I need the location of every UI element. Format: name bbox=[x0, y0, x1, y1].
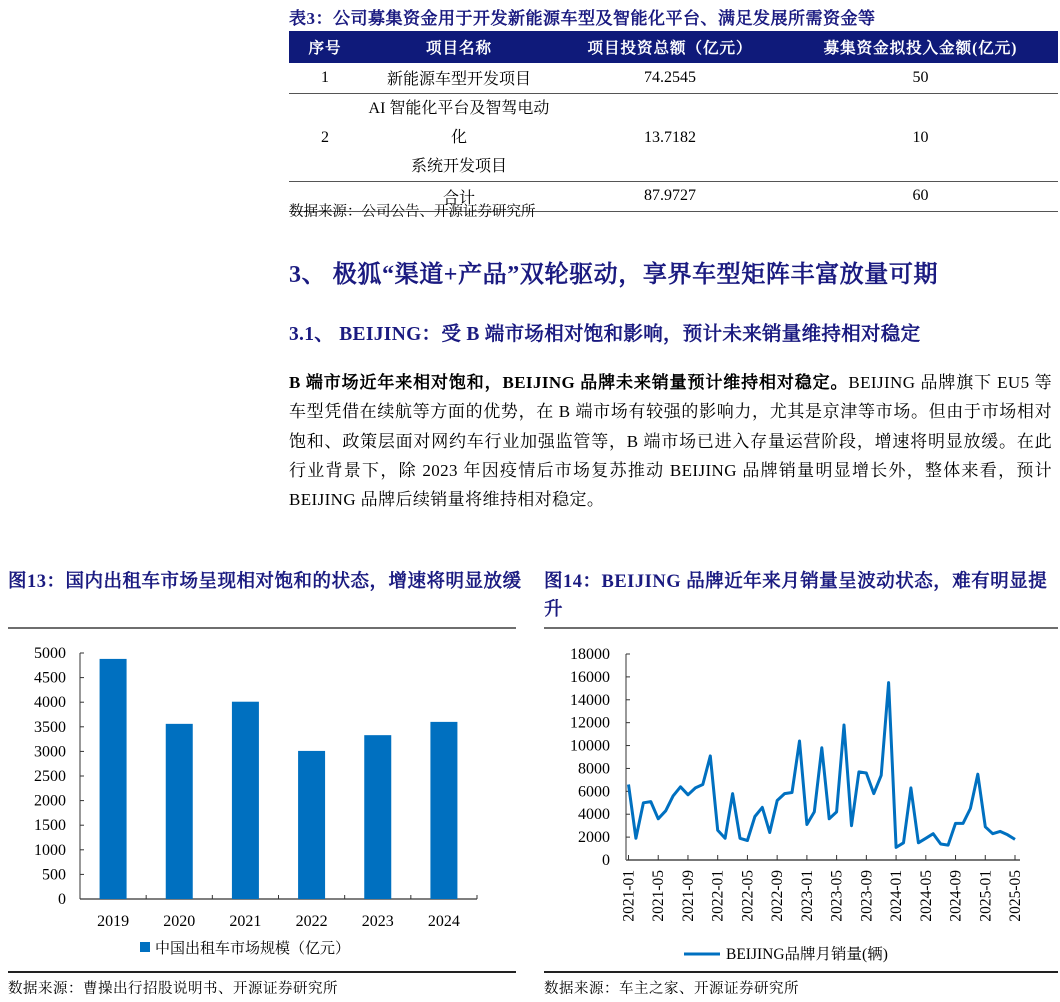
cell-no: 2 bbox=[289, 93, 361, 181]
legend-label: 中国出租车市场规模（亿元） bbox=[155, 941, 351, 957]
sales-line bbox=[629, 683, 1016, 848]
table-row bbox=[289, 63, 1058, 93]
x-tick-label: 2021-01 bbox=[620, 870, 638, 922]
fig14-source: 数据来源：车主之家、开源证券研究所 bbox=[544, 981, 799, 997]
table-row bbox=[289, 93, 1058, 181]
y-tick-label: 1000 bbox=[34, 841, 66, 859]
bar bbox=[430, 722, 457, 899]
x-tick-label: 2024-05 bbox=[917, 870, 935, 922]
y-tick-label: 1500 bbox=[34, 817, 66, 835]
header-project-name: 项目名称 bbox=[361, 31, 557, 63]
x-tick-label: 2020 bbox=[163, 913, 196, 930]
cell-raised: 50 bbox=[783, 63, 1058, 93]
x-tick-label: 2023-09 bbox=[858, 870, 876, 922]
cell-name bbox=[361, 93, 557, 181]
cell-name-line1: AI 智能化平台及智驾电动化 bbox=[368, 99, 550, 146]
y-tick-label: 5000 bbox=[34, 645, 66, 662]
fig14-bottom-rule bbox=[544, 971, 1058, 973]
y-tick-label: 4500 bbox=[34, 669, 66, 687]
cell-name: 合计 bbox=[361, 181, 557, 211]
y-tick-label: 14000 bbox=[570, 691, 610, 709]
y-tick-label: 6000 bbox=[578, 783, 610, 801]
x-tick-label: 2021 bbox=[229, 913, 262, 930]
x-tick-label: 2024-09 bbox=[947, 870, 965, 922]
cell-total: 13.7182 bbox=[557, 93, 783, 181]
body-paragraph bbox=[289, 368, 1052, 514]
y-tick-label: 4000 bbox=[34, 694, 66, 712]
table-title: 表3：公司募集资金用于开发新能源车型及智能化平台、满足发展所需资金等 bbox=[289, 9, 876, 28]
bar bbox=[232, 702, 259, 899]
fig14-line-chart bbox=[530, 640, 1060, 970]
table-source: 数据来源：公司公告、开源证券研究所 bbox=[289, 204, 536, 220]
y-tick-label: 0 bbox=[602, 852, 610, 869]
fig13-source: 数据来源：曹操出行招股说明书、开源证券研究所 bbox=[8, 981, 338, 997]
y-tick-label: 2000 bbox=[34, 792, 66, 810]
bar bbox=[100, 659, 127, 899]
x-tick-label: 2021-05 bbox=[650, 870, 668, 922]
fig13-title: 图13：国内出租车市场呈现相对饱和的状态，增速将明显放缓 bbox=[8, 572, 522, 592]
y-tick-label: 18000 bbox=[570, 646, 610, 663]
subsection-heading: 3.1、 BEIJING：受 B 端市场相对饱和影响，预计未来销量维持相对稳定 bbox=[289, 324, 921, 345]
y-tick-label: 2500 bbox=[34, 768, 66, 785]
paragraph-lead: B 端市场近年来相对饱和，BEIJING 品牌未来销量预计维持相对稳定。 bbox=[289, 373, 849, 392]
header-raised-amount: 募集资金拟投入金额(亿元) bbox=[783, 31, 1058, 63]
table-header-row bbox=[289, 31, 1058, 63]
fig13-bar-chart bbox=[0, 640, 530, 970]
x-tick-label: 2023-01 bbox=[798, 870, 816, 922]
x-tick-label: 2022-09 bbox=[769, 870, 787, 922]
y-tick-label: 10000 bbox=[570, 737, 610, 755]
header-total-investment: 项目投资总额（亿元） bbox=[557, 31, 783, 63]
y-tick-label: 8000 bbox=[578, 760, 610, 778]
y-tick-label: 0 bbox=[58, 891, 66, 908]
y-tick-label: 3000 bbox=[34, 743, 66, 761]
paragraph-text: BEIJING 品牌旗下 EU5 等车型凭借在续航等方面的优势，在 B 端市场有较强的影响力，尤其是京津等市场。但由于市场相对饱和、政策层面对网约车行业加强监管等，B 端市场已进入存量运营阶段，增速将明显放缓。在此行业背景下，除 2023 年因疫情后市场复苏推动 BEIJING 品牌销量明显增长外，整体来看，预计 BEIJING 品牌后续销量将维持相对稳定。 bbox=[289, 373, 1052, 510]
bar bbox=[364, 735, 391, 899]
funding-table bbox=[289, 31, 1058, 212]
x-tick-label: 2021-09 bbox=[679, 870, 697, 922]
legend-swatch bbox=[140, 942, 150, 952]
x-tick-label: 2022 bbox=[295, 913, 328, 930]
cell-total: 74.2545 bbox=[557, 63, 783, 93]
fig13-bottom-rule bbox=[8, 971, 516, 973]
bar bbox=[166, 724, 193, 899]
bar bbox=[298, 751, 325, 899]
x-tick-label: 2025-01 bbox=[977, 870, 995, 922]
header-no: 序号 bbox=[289, 31, 361, 63]
fig14-top-rule bbox=[544, 627, 1058, 629]
fig13-top-rule bbox=[8, 627, 516, 629]
cell-raised: 60 bbox=[783, 181, 1058, 211]
section-heading: 3、 极狐“渠道+产品”双轮驱动，享界车型矩阵丰富放量可期 bbox=[289, 262, 939, 288]
x-tick-label: 2025-05 bbox=[1007, 870, 1024, 922]
y-tick-label: 3500 bbox=[34, 718, 66, 736]
fig14-title: 图14：BEIJING 品牌近年来月销量呈波动状态，难有明显提升 bbox=[544, 572, 1048, 620]
x-tick-label: 2024 bbox=[427, 913, 460, 930]
x-tick-label: 2023 bbox=[361, 913, 394, 930]
y-tick-label: 500 bbox=[42, 866, 66, 884]
x-tick-label: 2022-05 bbox=[739, 870, 757, 922]
cell-no: 1 bbox=[289, 63, 361, 93]
cell-total: 87.9727 bbox=[557, 181, 783, 211]
x-tick-label: 2024-01 bbox=[888, 870, 906, 922]
cell-name: 新能源车型开发项目 bbox=[361, 63, 557, 93]
y-tick-label: 16000 bbox=[570, 668, 610, 686]
y-tick-label: 4000 bbox=[578, 806, 610, 824]
x-tick-label: 2022-01 bbox=[709, 870, 727, 922]
cell-raised: 10 bbox=[783, 93, 1058, 181]
y-tick-label: 2000 bbox=[578, 829, 610, 847]
cell-name-line2: 系统开发项目 bbox=[410, 157, 507, 175]
x-tick-label: 2019 bbox=[97, 913, 130, 930]
x-tick-label: 2023-05 bbox=[828, 870, 846, 922]
legend-label: BEIJING品牌月销量(辆) bbox=[726, 946, 888, 963]
y-tick-label: 12000 bbox=[570, 714, 610, 732]
